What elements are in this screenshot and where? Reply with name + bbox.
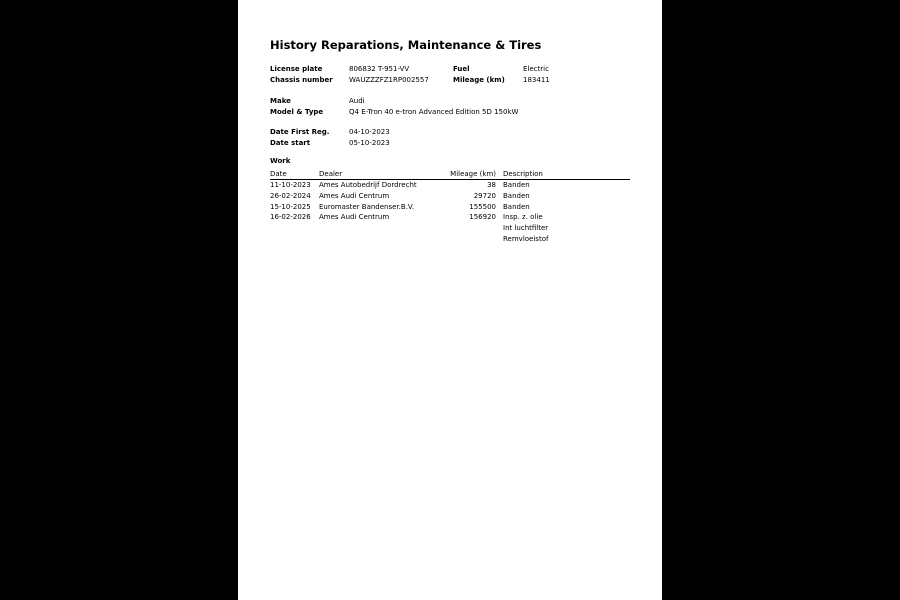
table-row-description: Banden bbox=[503, 203, 530, 211]
chassis-value: WAUZZZFZ1RP002557 bbox=[349, 76, 429, 84]
table-row-mileage: 29720 bbox=[473, 192, 496, 200]
document-page bbox=[238, 0, 662, 600]
table-row-mileage: 156920 bbox=[469, 213, 496, 221]
table-row-dealer: Ames Audi Centrum bbox=[319, 192, 390, 200]
column-header-date: Date bbox=[270, 170, 287, 178]
table-row-dealer: Euromaster Bandenser.B.V. bbox=[319, 203, 415, 211]
table-row-dealer: Ames Autobedrijf Dordrecht bbox=[319, 181, 417, 189]
model-label: Model & Type bbox=[270, 108, 324, 116]
table-row-description: Banden bbox=[503, 192, 530, 200]
license-plate-value: 806832 T-951-VV bbox=[349, 65, 410, 73]
date-start-label: Date start bbox=[270, 139, 311, 147]
license-plate-label: License plate bbox=[270, 65, 323, 73]
work-heading: Work bbox=[270, 157, 291, 165]
table-row-dealer: Ames Audi Centrum bbox=[319, 213, 390, 221]
table-row-date: 26-02-2024 bbox=[270, 192, 311, 200]
table-row-mileage: 155500 bbox=[469, 203, 496, 211]
table-row-description: Insp. z. olie bbox=[503, 213, 543, 221]
first-reg-value: 04-10-2023 bbox=[349, 128, 390, 136]
table-row-date: 15-10-2025 bbox=[270, 203, 311, 211]
table-header-rule bbox=[270, 179, 630, 180]
model-value: Q4 E-Tron 40 e-tron Advanced Edition 5D 150kW bbox=[349, 108, 519, 116]
document-title: History Reparations, Maintenance & Tires bbox=[270, 38, 542, 52]
table-row-date: 16-02-2026 bbox=[270, 213, 311, 221]
table-row-date: 11-10-2023 bbox=[270, 181, 311, 189]
make-label: Make bbox=[270, 97, 291, 105]
column-header-dealer: Dealer bbox=[319, 170, 343, 178]
fuel-label: Fuel bbox=[453, 65, 470, 73]
mileage-label: Mileage (km) bbox=[453, 76, 505, 84]
first-reg-label: Date First Reg. bbox=[270, 128, 330, 136]
table-row-description: Remvloeistof bbox=[503, 235, 549, 243]
column-header-mileage: Mileage (km) bbox=[450, 170, 496, 178]
make-value: Audi bbox=[349, 97, 365, 105]
table-row-mileage: 38 bbox=[487, 181, 496, 189]
fuel-value: Electric bbox=[523, 65, 549, 73]
table-row-description: Int luchtfilter bbox=[503, 224, 549, 232]
chassis-label: Chassis number bbox=[270, 76, 333, 84]
table-row-description: Banden bbox=[503, 181, 530, 189]
date-start-value: 05-10-2023 bbox=[349, 139, 390, 147]
column-header-description: Description bbox=[503, 170, 543, 178]
mileage-value: 183411 bbox=[523, 76, 550, 84]
